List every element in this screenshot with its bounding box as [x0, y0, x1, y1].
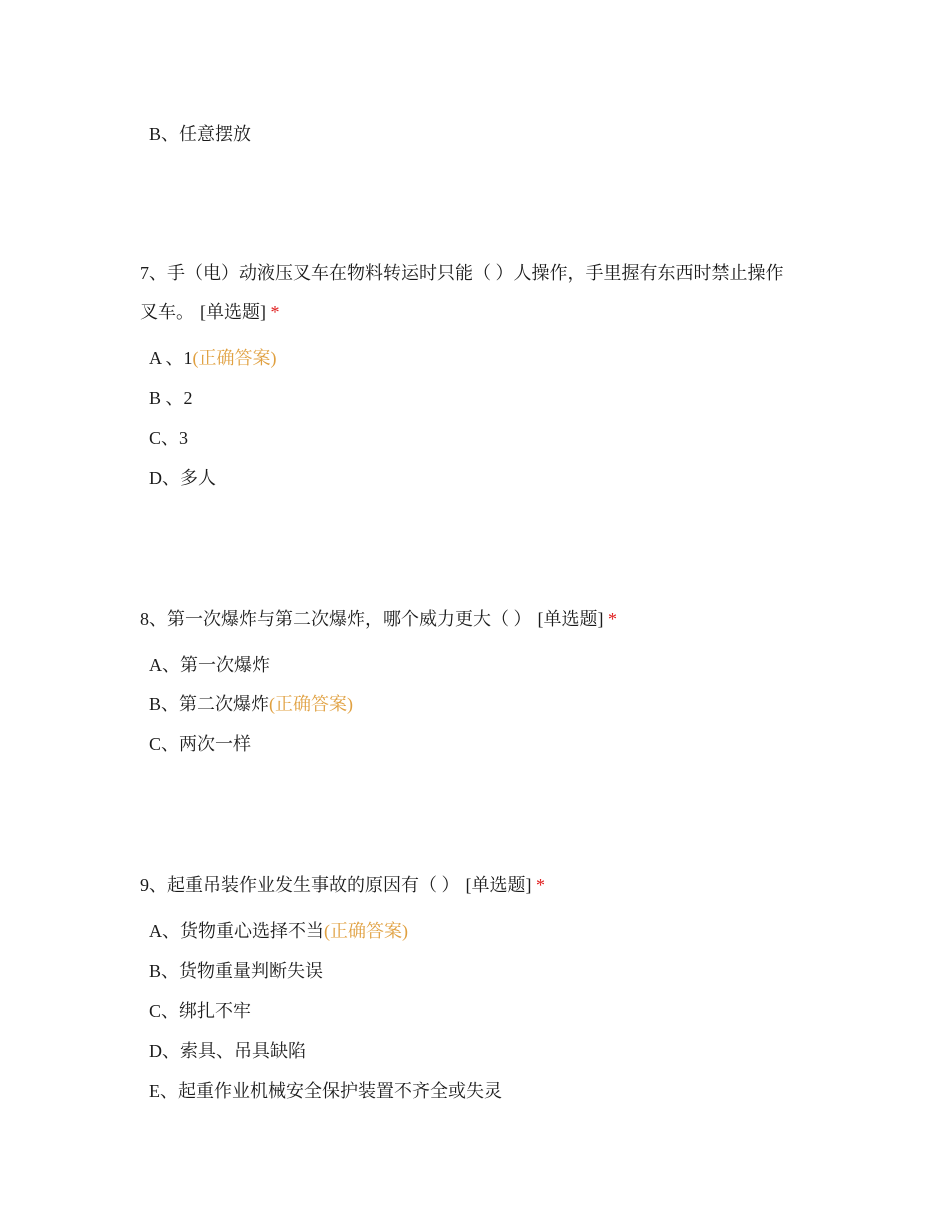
- option-item[interactable]: [149, 1039, 306, 1063]
- question-type-tag: [单选题]: [465, 875, 532, 895]
- option-item[interactable]: [149, 466, 216, 490]
- option-item[interactable]: [149, 999, 251, 1023]
- option-label: C、绑扎不牢: [149, 1001, 252, 1021]
- option-item[interactable]: [149, 692, 353, 716]
- option-item[interactable]: [149, 959, 323, 983]
- option-item[interactable]: [149, 426, 188, 450]
- option-item[interactable]: [149, 122, 251, 146]
- correct-answer-mark: (正确答案): [192, 348, 277, 368]
- option-item[interactable]: [149, 346, 277, 370]
- correct-answer-mark: (正确答案): [269, 694, 354, 714]
- option-label: B 、2: [149, 388, 193, 408]
- question-9-title: [140, 873, 545, 897]
- option-label: B、第二次爆炸: [149, 694, 270, 714]
- option-item[interactable]: [149, 919, 408, 943]
- correct-answer-mark: (正确答案): [324, 921, 408, 941]
- option-item[interactable]: [149, 1079, 502, 1103]
- question-8-title: [140, 607, 617, 631]
- question-text: 9、起重吊装作业发生事故的原因有（ ）: [140, 875, 460, 895]
- option-label: C、3: [149, 428, 189, 448]
- question-type-tag: [单选题]: [200, 302, 266, 322]
- question-type-tag: [单选题]: [537, 609, 604, 629]
- option-label: B、任意摆放: [149, 124, 252, 144]
- option-label: B、货物重量判断失误: [149, 961, 324, 981]
- option-label: A、第一次爆炸: [149, 655, 270, 675]
- option-label: D、索具、吊具缺陷: [149, 1041, 306, 1061]
- question-7-title-cont: [140, 300, 280, 324]
- option-label: A、货物重心选择不当: [149, 921, 324, 941]
- required-mark: *: [608, 609, 617, 629]
- option-label: A 、1: [149, 348, 193, 368]
- required-mark: *: [536, 875, 545, 895]
- option-label: D、多人: [149, 468, 216, 488]
- option-item[interactable]: [149, 386, 193, 410]
- option-item[interactable]: [149, 732, 251, 756]
- required-mark: *: [270, 302, 280, 322]
- option-label: C、两次一样: [149, 734, 252, 754]
- question-7-title: [140, 261, 784, 285]
- question-text: 叉车。: [140, 302, 194, 322]
- question-text: 8、第一次爆炸与第二次爆炸，哪个威力更大（ ）: [140, 609, 532, 629]
- question-text: 7、手（电）动液压叉车在物料转运时只能（ ）人操作，手里握有东西时禁止操作: [140, 263, 784, 283]
- option-label: E、起重作业机械安全保护装置不齐全或失灵: [149, 1081, 502, 1101]
- option-item[interactable]: [149, 653, 270, 677]
